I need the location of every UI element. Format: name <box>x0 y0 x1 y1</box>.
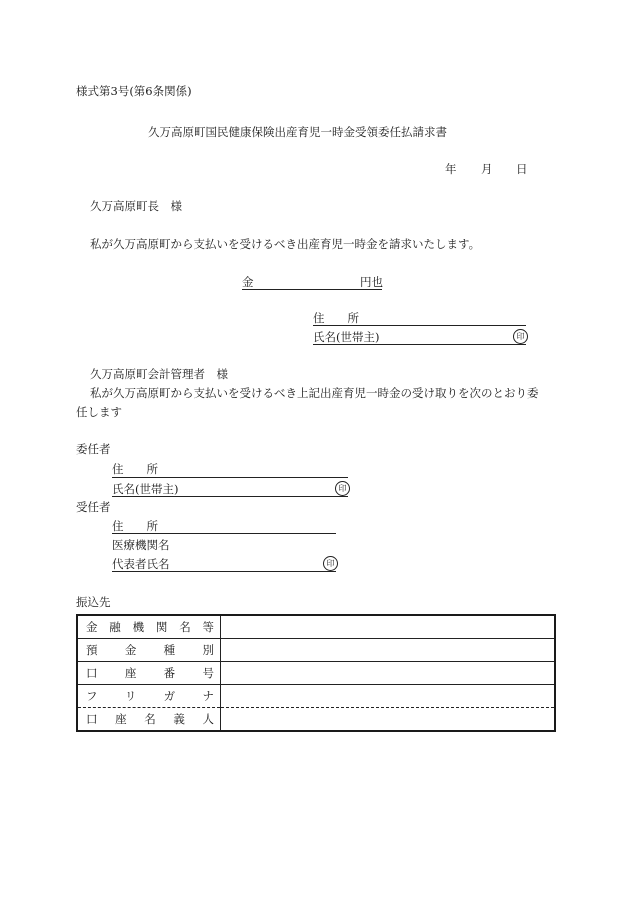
bank-row-furigana <box>77 685 555 708</box>
delegatee-seal-icon: 印 <box>323 556 338 571</box>
date-year-label: 年 <box>445 162 457 176</box>
label-char: 座 <box>115 712 127 726</box>
label-char: ガ <box>163 689 176 703</box>
label-char: 預 <box>86 643 98 657</box>
label-char: 金 <box>124 643 137 657</box>
delegator-seal-icon: 印 <box>335 481 350 496</box>
label-char: 人 <box>202 712 214 726</box>
label-char: 融 <box>109 620 121 634</box>
bank-label-furigana <box>77 685 221 708</box>
label-char: 口 <box>86 712 98 726</box>
amount-suffix: 円也 <box>360 275 383 289</box>
bank-value-institution[interactable] <box>221 615 556 639</box>
request-text: 私が久万高原町から支払いを受けるべき出産育児一時金を請求いたします。 <box>90 237 481 251</box>
label-char: 等 <box>202 620 214 634</box>
bank-row-institution <box>77 615 555 639</box>
delegation-text-2: 任します <box>76 405 122 419</box>
label-char: ナ <box>202 689 214 703</box>
bank-label-account-holder <box>77 708 221 732</box>
label-char: フ <box>86 689 98 703</box>
delegatee-representative-label: 代表者氏名 <box>112 557 170 571</box>
label-char: 名 <box>179 620 191 634</box>
amount-field-line[interactable] <box>242 289 382 290</box>
claimant-name-line[interactable] <box>313 344 526 345</box>
bank-value-deposit-type[interactable] <box>221 639 556 662</box>
bank-label-institution <box>77 615 221 639</box>
bank-label-deposit-type <box>77 639 221 662</box>
form-number: 様式第3号(第6条関係) <box>76 84 192 98</box>
delegator-name-line[interactable] <box>112 496 348 497</box>
delegator-address-line[interactable] <box>112 477 348 478</box>
bank-table <box>76 614 556 732</box>
label-char: 種 <box>163 643 176 657</box>
delegatee-institution-label: 医療機関名 <box>112 538 170 552</box>
label-char: 金 <box>86 620 98 634</box>
addressee-mayor: 久万高原町長 様 <box>90 199 182 213</box>
form-title: 久万高原町国民健康保険出産育児一時金受領委任払請求書 <box>148 125 447 139</box>
delegatee-address-label: 住 所 <box>112 519 158 533</box>
label-char: 号 <box>202 666 214 680</box>
amount-prefix: 金 <box>242 275 254 289</box>
bank-value-account-holder[interactable] <box>221 708 556 732</box>
claimant-seal-icon: 印 <box>513 329 528 344</box>
delegator-name-label: 氏名(世帯主) <box>112 482 179 496</box>
date-month-label: 月 <box>481 162 493 176</box>
label-char: 名 <box>144 712 156 726</box>
claimant-name-label: 氏名(世帯主) <box>313 330 380 344</box>
delegation-text-1: 私が久万高原町から支払いを受けるべき上記出産育児一時金の受け取りを次のとおり委 <box>90 386 539 400</box>
label-char: 座 <box>124 666 137 680</box>
addressee-treasurer: 久万高原町会計管理者 様 <box>90 367 228 381</box>
bank-row-deposit-type <box>77 639 555 662</box>
delegatee-representative-line[interactable] <box>112 571 336 572</box>
bank-label-account-number <box>77 662 221 685</box>
label-char: 義 <box>173 712 185 726</box>
delegatee-address-line[interactable] <box>112 533 336 534</box>
delegator-address-label: 住 所 <box>112 462 158 476</box>
label-char: 別 <box>202 643 214 657</box>
label-char: 口 <box>86 666 98 680</box>
label-char: 機 <box>132 620 145 634</box>
bank-value-account-number[interactable] <box>221 662 556 685</box>
claimant-address-line[interactable] <box>313 325 526 326</box>
label-char: 番 <box>163 666 176 680</box>
date-day-label: 日 <box>516 162 528 176</box>
delegator-heading: 委任者 <box>76 442 111 456</box>
bank-row-account-number <box>77 662 555 685</box>
bank-value-furigana[interactable] <box>221 685 556 708</box>
claimant-address-label: 住 所 <box>313 311 359 325</box>
label-char: リ <box>124 689 137 703</box>
delegatee-heading: 受任者 <box>76 500 111 514</box>
label-char: 関 <box>155 620 168 634</box>
bank-heading: 振込先 <box>76 595 111 609</box>
bank-row-account-holder <box>77 708 555 732</box>
